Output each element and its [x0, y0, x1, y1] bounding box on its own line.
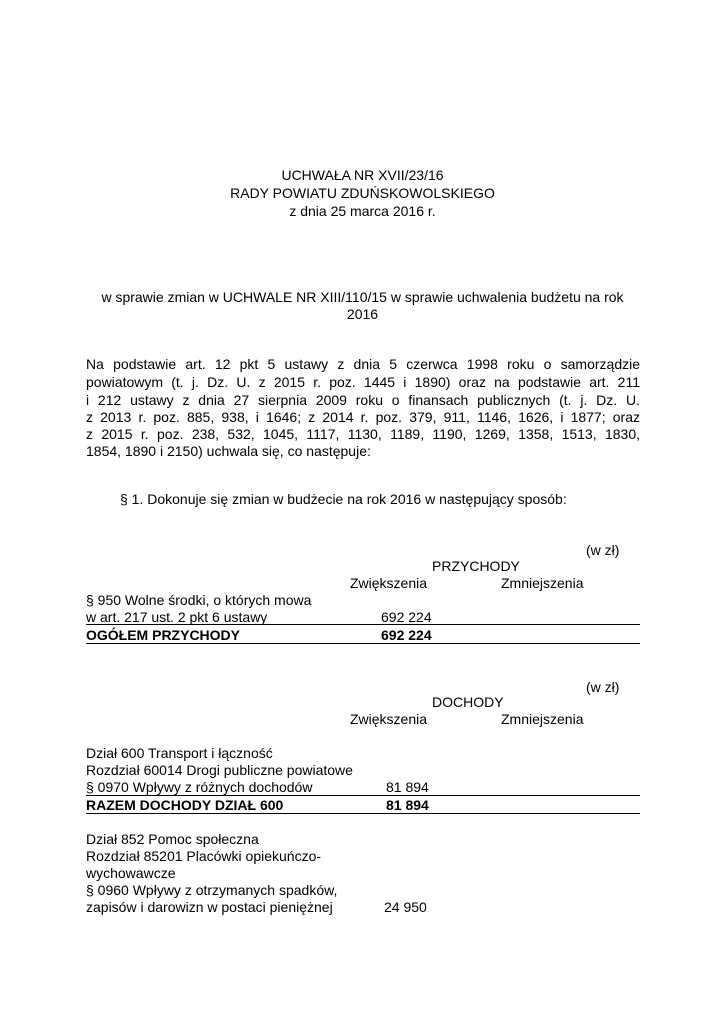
legal-basis-line: Na podstawie art. 12 pkt 5 ustawy z dnia 5 czerwca 1998 roku o samorządzie: [86, 356, 640, 372]
legal-basis-line: powiatowym (t. j. Dz. U. z 2015 r. poz. 1445 i 1890) oraz na podstawie art. 211: [86, 374, 640, 390]
section-600-dzial: Dział 600 Transport i łączność: [86, 745, 273, 761]
resolution-number: UCHWAŁA NR XVII/23/16: [281, 167, 444, 183]
resolution-date: z dnia 25 marca 2016 r.: [289, 203, 436, 219]
column-header-decrease: Zmniejszenia: [501, 575, 584, 591]
legal-basis-line: i 212 ustawy z dnia 27 sierpnia 2009 roku o finansach publicznych (t. j. Dz. U.: [86, 392, 640, 408]
column-header-increase: Zwiększenia: [350, 711, 428, 727]
column-header-decrease: Zmniejszenia: [501, 711, 584, 727]
legal-basis-line: 1854, 1890 i 2150) uchwala się, co następuje:: [86, 443, 371, 459]
table-title: PRZYCHODY: [432, 558, 520, 574]
section-600-item-value: 81 894: [386, 779, 429, 795]
section-600-item: § 0970 Wpływy z różnych dochodów: [86, 779, 313, 795]
subject-line-2: 2016: [346, 306, 379, 322]
section-600-rozdzial: Rozdział 60014 Drogi publiczne powiatowe: [86, 762, 353, 778]
total-value: 692 224: [381, 627, 432, 643]
item-value: 692 224: [381, 609, 432, 625]
section-852-item-line-2: zapisów i darowizn w postaci pieniężnej: [86, 899, 333, 915]
unit-label: (w zł): [586, 679, 620, 695]
unit-label: (w zł): [586, 542, 620, 558]
column-header-increase: Zwiększenia: [350, 575, 428, 591]
total-label: OGÓŁEM PRZYCHODY: [86, 627, 241, 643]
council-name: RADY POWIATU ZDUŃSKOWOLSKIEGO: [230, 185, 495, 201]
item-label-line-1: § 950 Wolne środki, o których mowa: [86, 592, 312, 608]
item-label-line-2: w art. 217 ust. 2 pkt 6 ustawy: [86, 609, 268, 625]
section-852-rozdzial-line-2: wychowawcze: [86, 865, 176, 881]
divider: [86, 643, 640, 644]
subject-line-1: w sprawie zmian w UCHWALE NR XIII/110/15 w sprawie uchwalenia budżetu na rok: [101, 289, 624, 305]
section-852-dzial: Dział 852 Pomoc społeczna: [86, 831, 259, 847]
section-852-item-line-1: § 0960 Wpływy z otrzymanych spadków,: [86, 882, 338, 898]
divider: [86, 813, 640, 814]
table-title: DOCHODY: [432, 694, 504, 710]
legal-basis-line: z 2015 r. poz. 238, 532, 1045, 1117, 1130, 1189, 1190, 1269, 1358, 1513, 1830,: [86, 426, 640, 442]
paragraph-1: § 1. Dokonuje się zmian w budżecie na rok 2016 w następujący sposób:: [120, 491, 567, 507]
divider: [86, 624, 640, 625]
divider: [86, 795, 640, 796]
section-600-total-label: RAZEM DOCHODY DZIAŁ 600: [86, 797, 284, 813]
section-852-rozdzial-line-1: Rozdział 85201 Placówki opiekuńczo-: [86, 848, 322, 864]
section-600-total-value: 81 894: [386, 797, 429, 813]
legal-basis-line: z 2013 r. poz. 885, 938, i 1646; z 2014 r. poz. 379, 911, 1146, 1626, i 1877; oraz: [86, 409, 640, 425]
section-852-item-value: 24 950: [384, 899, 427, 915]
